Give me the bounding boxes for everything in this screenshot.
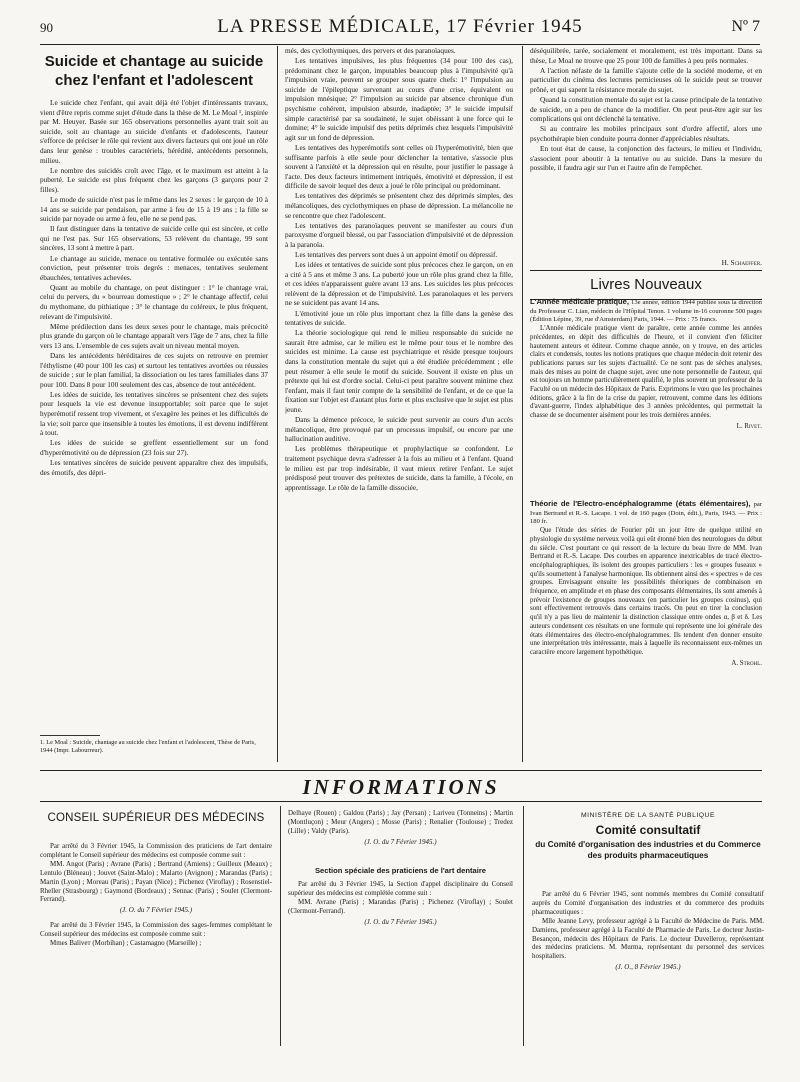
ministere-heading	[532, 812, 764, 860]
ministere-name: MINISTÈRE DE LA SANTÉ PUBLIQUE	[581, 812, 715, 819]
footnote	[40, 735, 268, 755]
paragraph: Les tentatives des pervers sont dues à un appoint émotif ou dépressif.	[295, 249, 498, 259]
journal-officiel-ref: (J. O., 8 Février 1945.)	[615, 963, 681, 972]
paragraph: Les tentatives des déprimés se présentent chez des déprimés simples, des mélancoliques, des cyclothymiques en phase de dépression. La mélancolie ne se rencontre que chez l'adolescent.	[285, 191, 513, 220]
section-heading: Section spéciale des praticiens de l'art dentaire	[314, 866, 487, 875]
book-review-signature: L. Rivet.	[736, 422, 762, 430]
book-review	[530, 298, 762, 494]
conseil-text	[40, 842, 272, 1047]
paragraph: Delhaye (Rouen) ; Galdou (Paris) ; Jay (Persan) ; Lariveu (Tonneins) ; Martin (Montluçon) ; Meur (Angers) ; Mosse (Paris) ; Renalier (Toulouse) ; Tredez (Lille) ; Valdy (Paris).	[288, 809, 513, 835]
paragraph: Les tentatives sincères de suicide peuvent apparaître chez des impulsifs, des émotifs, des dépri-	[40, 457, 268, 477]
column-divider	[280, 806, 281, 1046]
paragraph: Les tentatives impulsives, les plus fréquentes (34 pour 100 des cas), prédominant chez le garçon, imputables beaucoup plus à l'impulsivité qu'à l'impulsion vraie, peuvent se grouper sous quatre chefs: 1° l'impulsion au suicide de l'épileptique survenant au cours d'une crise, équivalent ou impulsion mnésique; 2° l'impulsion au suicide par absence chronique d'un psychisme cohérent, impulsion absurde, inadaptée; 3° le suicide impulsif simple caractérisé par sa soudaineté, le sujet obéissant à une force qui le domine; 4° le suicide impulsif des petits déprimés chez lesquels l'impulsivité agit sur un fond de dépression.	[285, 56, 513, 142]
paragraph: En tout état de cause, la conjonction des facteurs, le milieu et l'individu, s'associent pour aboutir à la tentative ou au suicide. Dans la mesure du possible, il faudra agir sur l'un et l'autre afin de l'empêcher.	[530, 143, 762, 173]
paragraph: Par arrêté du 3 Février 1945, la Commission des praticiens de l'art dentaire complétant le Conseil supérieur des médecins est composée comme suit :	[40, 842, 272, 859]
section-rule	[40, 801, 762, 802]
column-divider	[522, 46, 523, 762]
article-column-3	[530, 46, 762, 260]
book-review-signature: A. Strohl.	[731, 659, 762, 667]
section-text	[288, 880, 513, 940]
journal-officiel-ref: (J. O. du 7 Février 1945.)	[364, 917, 437, 926]
paragraph: Par arrêté du 3 Février 1945, la Section d'appel disciplinaire du Conseil supérieur des médecins est complétée comme suit :	[288, 880, 513, 897]
paragraph: Les problèmes thérapeutique et prophylactique se confondent. Le traitement psychique devra s'adresser à la fois au milieu et à l'enfant. Quand le milieu est par trop indésirable, il vaut mieux retirer l'enfant. Le sujet prédisposé peut trouver des prétextes de suicide, dans la famille, à l'école, en apprentissage. Le rôle de la famille dissociée,	[285, 444, 513, 492]
paragraph: Le nombre des suicidés croît avec l'âge, et le maximum est atteint à la puberté. Le suicide est plus fréquent chez les garçons (3 garçons pour 2 filles).	[40, 165, 268, 194]
article-column-1	[40, 98, 268, 738]
paragraph: L'émotivité joue un rôle plus important chez la fille dans la genèse des tentatives de suicide.	[285, 308, 513, 328]
section-rule	[40, 770, 762, 771]
paragraph: Les idées de suicide, les tentatives sincères se présentent chez des sujets pour lesquels la vie est devenue insupportable; soit parce que le sujet hyperémotif ressent trop vivement, et s'exagère les peines et les difficultés de la vie; soit parce que insensible à toutes les émotions, il est devenu indifférent à tout.	[40, 389, 268, 438]
footnote-text: 1. Le Moal : Suicide, chantage au suicide chez l'enfant et l'adolescent, Thèse de Paris, 1944 (Impr. Labourreur).	[40, 739, 256, 754]
book-review-text: L'Année médicale pratique vient de paraître, cette année comme les années précédentes, en dépit des difficultés de l'heure, et il convient d'en féliciter hautement auteurs et éditeur. Comme chaque année, on y trouve, en des articles clairs et condensés, toutes les notions pratiques que chaque médecin doit retenir des publications parues sur les sujets d'actualité. Ce ne sont pas de sèches analyses, mais des mises au point de chaque sujet, avec une note personnelle de l'auteur, qui est toujours un homme particulièrement qualifié, le plus souvent un professeur de la Faculté ou un médecin des Hôpitaux de Paris. Exprimons le vœu que les prochaines éditions, grâce à la fin de la crise du papier, retrouvent, comme dans les éditions d'avant-guerre, l'index alphabétique des 3 années précédentes, qui permettait la chasse de se documenter aisément pour les trois dernières années.	[530, 325, 762, 420]
informations-heading: INFORMATIONS	[302, 775, 500, 799]
paragraph: MM. Angot (Paris) ; Avrane (Paris) ; Bertrand (Amiens) ; Guilleux (Meaux) ; Lentulo (Bléneau) ; Jouvet (Saint-Malo) ; Malarto (Avignon) ; Marandas (Paris) ; Martin (Lyon) ; Moreau (Paris) ; Payan (Nice) ; Pichenez (Viroflay) ; Rosenstiel-Rheller (Strasbourg) ; Gaymond (Bordeaux) ; Sennac (Paris) ; Soulet (Clermont-Ferrand).	[40, 859, 272, 904]
paragraph: Dans les antécédents héréditaires de ces sujets on retrouve en premier l'éthylisme (40 pour 100 les cas) et surtout les tentatives avortées ou réussies de suicide ; sur le plan familial, la dissociation ou les tares familiales dans 37 pour 100. Dans 8 pour 100 seulement des cas, absence de tout antécédent.	[40, 350, 268, 389]
paragraph: Si au contraire les mobiles principaux sont d'ordre affectif, alors une psychothérapie bien conduite pourra donner d'appréciables résultats.	[530, 124, 762, 143]
middle-text	[288, 809, 513, 849]
paragraph: Le chantage au suicide, menace ou tentative formulée ou exécutée sans conviction, peut présenter trois degrés : menaces, tentatives seulement ébauchées, tentatives achevées.	[40, 253, 268, 282]
comite-subtitle: du Comité d'organisation des industries et du Commerce des produits pharmaceutiques	[535, 839, 761, 860]
paragraph: Quand la constitution mentale du sujet est la cause principale de la tentative de suicide, on a peu de chance de la modifier. On peut peut-être agir sur les complications qui ont déclenché la tentative.	[530, 94, 762, 124]
paragraph: Quant au mobile du chantage, on peut distinguer : 1° le chantage vrai, celui du pervers, du « bourreau domestique » ; 2° le chantage affectif, celui du mythomane, du pithiatique ; 3° le chantage du coléreux, le plus fréquent, relevant de l'impulsivité.	[40, 282, 268, 321]
book-review	[530, 500, 762, 738]
paragraph: més, des cyclothymiques, des pervers et des paranoïaques.	[285, 46, 456, 55]
paragraph: A l'action néfaste de la famille s'ajoute celle de la société moderne, et en particulier du cinéma des lectures pernicieuses où le suicide peut se trouver prôné, et qui sapent la résistance morale du sujet.	[530, 65, 762, 94]
paragraph: La théorie sociologique qui rend le milieu responsable du suicide ne saurait être admise, car le milieu est le même pour tous et le nombre des suicides est minime. La cause est psychiatrique et réside presque toujours dans la constitution mentale du sujet qui a été étudiée précédemment ; elle peut résumer à elle seule le motif du suicide. Souvent il existe en plus un prétexte qui lui est d'ordre social. Celui-ci peut paraître souvent minime chez l'enfant, mais il faut tenir compte de la sensibilité de l'enfant, et de ce que la fixation sur l'objet est d'autant plus forte et plus exclusive que le sujet est plus jeune.	[285, 328, 513, 414]
column-divider	[277, 46, 278, 762]
journal-title: LA PRESSE MÉDICALE, 17 Février 1945	[217, 16, 583, 37]
page-header	[40, 14, 760, 45]
paragraph: MM. Avrane (Paris) ; Marandas (Paris) ; Pichenez (Viroflay) ; Soulet (Clermont-Ferrand).	[288, 897, 513, 915]
article-signature: H. Schaeffer.	[721, 258, 762, 267]
footnote-rule	[40, 735, 100, 736]
article-column-2	[285, 46, 513, 760]
paragraph: Les tentatives des paranoïaques peuvent se manifester au cours d'un paroxysme d'orgueil blessé, ou par l'association d'impulsivité et de dépression à la paranoïa.	[285, 220, 513, 249]
issue-number: Nº 7	[731, 18, 760, 35]
book-review-text: Que l'étude des séries de Fourier pût un jour être de quelque utilité en physiologie du système nerveux voilà qui eût étonné bien des neurologues du début du siècle. C'est pourtant ce qui ressort de la lecture du beau livre de MM. Ivan Bertrand et R.-S. Lacape. Des courbes en apparence inextricables de tracé électro-encéphalographiques, ils isolent des groupes particuliers : les « groupes fuseaux » qu'ils soumettent à l'analyse harmonique. Ils obtiennent ainsi des « spectres » de ces groupes. Envisageant ensuite les possibilités théoriques de combinaison en fréquence, en amplitude et en phase des composants élémentaires, ils sont amenés à prévoir l'existence de groupes nouveaux (en particulier les groupes cosinus), qui sont effectivement retrouvés dans certains tracés. On peut en tirer la conclusion qu'il n'y a pas lieu de maintenir la distinction classique entre ondes α, β et δ. Les auteurs condensent ces résultats en une formule qui représente une loi générale des états élémentaires des électro-encéphalogrammes. Ils tendent d'en donner ensuite une interprétation très intéressante, mais à laquelle ils reconnaissent eux-mêmes un caractère encore largement hypothétique.	[530, 527, 762, 656]
livres-heading: Livres Nouveaux	[530, 270, 762, 300]
ministere-text	[532, 890, 764, 1050]
paragraph: Les idées de suicide se greffent essentiellement sur un fond d'hyperémotivité ou de dépression (23 fois sur 27).	[40, 438, 268, 457]
paragraph: déséquilibrée, tarée, socialement et moralement, est très important. Dans sa thèse, Le Moal ne trouve que 25 pour 100 de familles à peu près normales.	[530, 46, 762, 65]
paragraph: Par arrêté du 3 Février 1945, la Commission des sages-femmes complétant le Conseil supérieur des médecins est composée comme suit :	[40, 921, 272, 939]
article-title: Suicide et chantage au suicide chez l'enfant et l'adolescent	[44, 53, 264, 89]
page-number: 90	[40, 20, 53, 35]
paragraph: Le suicide chez l'enfant, qui avait déjà été l'objet d'intéressants travaux, vient d'être repris comme sujet d'étude dans la thèse de M. Le Moal ¹, inspirée par M. Heuyer. Basée sur 165 observations personnelles ayant trait soit au suicide, soit au chantage au suicide d'enfants et d'adolescents, l'auteur s'efforce de préciser le rôle qui revient aux divers facteurs qui ont joué un rôle dans leur genèse : troubles caractériels, hérédité, antécédents personnels, milieu.	[40, 98, 268, 165]
paragraph: Les tentatives des hyperémotifs sont celles où l'hyperémotivité, bien que suffisante parfois à elle seule pour déclencher la tentative, s'associe plus souvent à l'anxiété et la dépression qui en résulte, pour justifier le passage à l'acte. Des deux facteurs intimement intriqués, émotivité et dépression, il est difficile de savoir lequel des deux a joué le rôle principal ou prédominant.	[285, 142, 513, 191]
book-title: Théorie de l'Electro-encéphalogramme (états élémentaires),	[530, 500, 751, 508]
comite-title: Comité consultatif	[595, 823, 701, 837]
book-reference: 13e année, édition 1944 publiée sous la direction du Professeur C. Lian, médecin de l'Hôpital Tenon. 1 volume in-16 couronne 500 pages (Édition Lépine, 39, rue d'Amsterdam) Paris, 1944. — Prix : 75 francs.	[530, 299, 762, 324]
book-title: L'Année médicale pratique,	[530, 298, 630, 306]
column-divider	[523, 806, 524, 1046]
journal-officiel-ref: (J. O. du 7 Février 1945.)	[364, 837, 437, 846]
paragraph: Il faut distinguer dans la tentative de suicide celle qui est sincère, et celle qui ne l'est pas. Sur 165 observations, 53 relèvent du chantage, 99 sont sincères, 13 sont à mettre à part.	[40, 224, 268, 253]
journal-officiel-ref: (J. O. du 7 Février 1945.)	[119, 906, 193, 915]
paragraph: Mlle Jeanne Levy, professeur agrégé à la Faculté de Médecine de Paris. MM. Damiens, professeur agrégé à la Faculté de Pharmacie de Paris. Le docteur Justin-Besançon, médecin des Hôpitaux de Paris. Le docteur Duvelleroy, représentant des médecins praticiens. M. Murma, représentant du personnel des services hospitaliers.	[532, 916, 764, 961]
paragraph: Mmes Baliveт (Morbihan) ; Castamagno (Marseille) ;	[50, 939, 202, 948]
book-reference: par Ivan Bertrand et R.-S. Lacape. 1 vol. de 160 pages (Doin, édit.), Paris, 1943. — Prix : 180 fr.	[530, 501, 762, 526]
paragraph: Le mode de suicide n'est pas le même dans les 2 sexes : le garçon de 10 à 14 ans se suicide par pendaison, par arme à feu de 15 à 19 ans ; la fille se suicide par noyade ou arme à feu, elle ne se pend pas.	[40, 194, 268, 224]
conseil-heading: CONSEIL SUPÉRIEUR DES MÉDECINS	[47, 812, 265, 824]
paragraph: Par arrêté du 6 Février 1945, sont nommés membres du Comité consultatif auprès du Comité d'organisation des industries et du commerce des produits pharmaceutiques :	[532, 890, 764, 916]
paragraph: Dans la démence précoce, le suicide peut survenir au cours d'un accès mélancolique, être provoqué par un processus impulsif, ou encore par une hallucination auditive.	[285, 415, 513, 444]
paragraph: Même prédilection dans les deux sexes pour le chantage, mais précocité plus grande du garçon où le chantage apparaît vers l'âge de 7 ans, chez la fille vers 13 ans. L'ensemble de ces sujets avait un niveau mental moyen.	[40, 321, 268, 350]
paragraph: Les idées et tentatives de suicide sont plus précoces chez le garçon, on en a cité à 5 ans et même 3 ans. La puberté joue un rôle plus grand chez la fille, et ces idées n'apparaissent guère avant 13 ans. Les suicides les plus précoces relèvent de la dépression et de l'impulsivité. Les paranoïaques et les pervers ne se suicident pas avant 14 ans.	[285, 260, 513, 308]
